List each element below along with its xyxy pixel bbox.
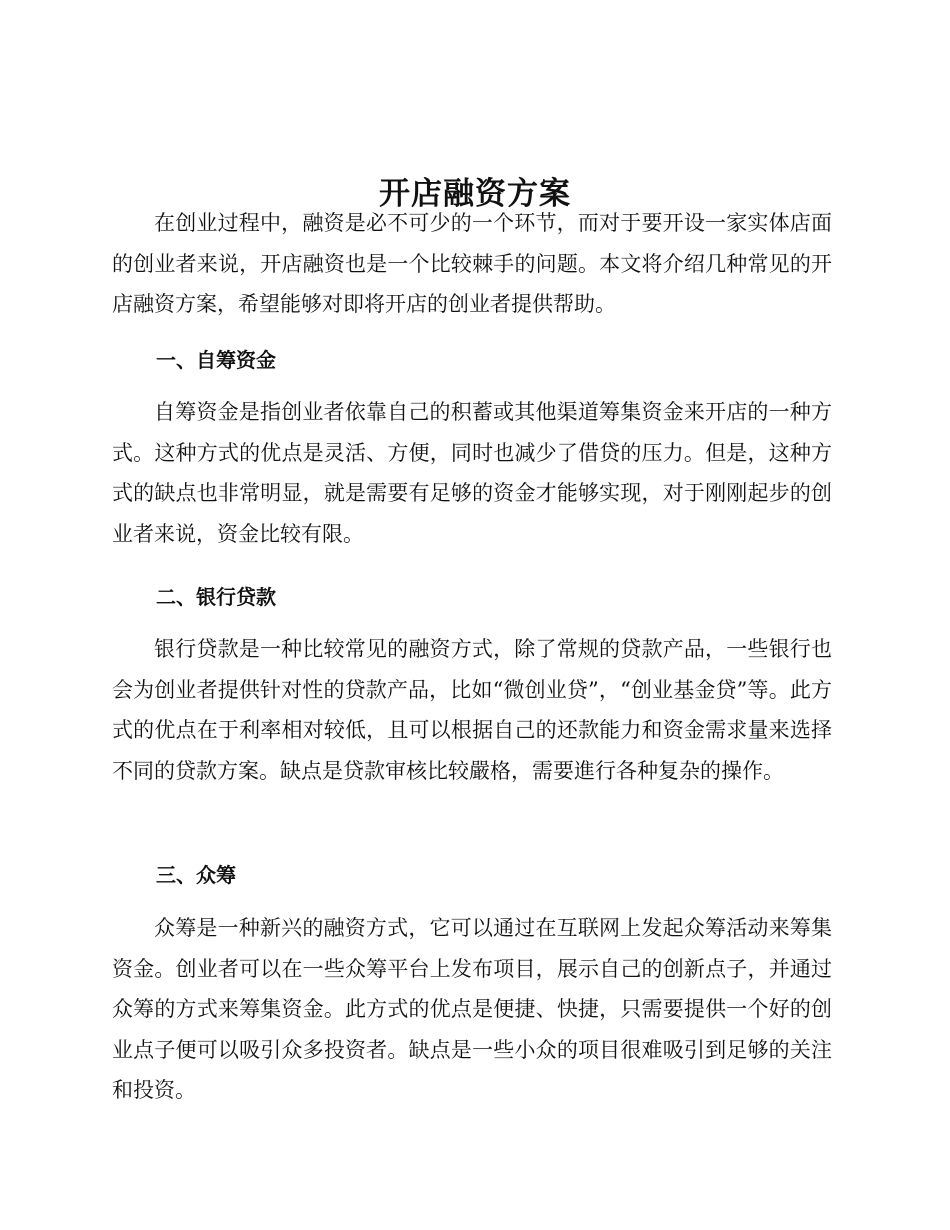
section-body-crowdfunding: 众筹是一种新兴的融资方式，它可以通过在互联网上发起众筹活动来筹集资金。创业者可以在一些众筹平台上发布项目，展示自己的创新点子，并通过众筹的方式来筹集资金。此方式的优点是便捷、快捷，只需要提供一个好的创业点子便可以吸引众多投资者。缺点是一些小众的项目很难吸引到足够的关注和投资。 (112, 916, 832, 1102)
section-heading-bank-loan: 二、银行贷款 (156, 585, 276, 609)
intro-paragraph: 在创业过程中，融资是必不可少的一个环节，而对于要开设一家实体店面的创业者来说，开店融资也是一个比较棘手的问题。本文将介绍几种常见的开店融资方案，希望能够对即将开店的创业者提供帮助。 (112, 211, 832, 316)
section-heading-self-funding: 一、自筹资金 (156, 348, 276, 372)
document-title: 开店融资方案 (379, 175, 571, 212)
section-heading-crowdfunding: 三、众筹 (156, 863, 236, 887)
section-body-bank-loan: 银行贷款是一种比较常见的融资方式，除了常规的贷款产品，一些银行也会为创业者提供针对性的贷款产品，比如“微创业贷”，“创业基金贷”等。此方式的优点在于利率相对较低，且可以根据自己的还款能力和资金需求量来选择不同的贷款方案。缺点是贷款审核比较嚴格，需要進行各种复杂的操作。 (112, 637, 832, 783)
section-body-self-funding: 自筹资金是指创业者依靠自己的积蓄或其他渠道筹集资金来开店的一种方式。这种方式的优点是灵活、方便，同时也减少了借贷的压力。但是，这种方式的缺点也非常明显，就是需要有足够的资金才能够实现，对于刚刚起步的创业者来说，资金比较有限。 (112, 400, 832, 546)
